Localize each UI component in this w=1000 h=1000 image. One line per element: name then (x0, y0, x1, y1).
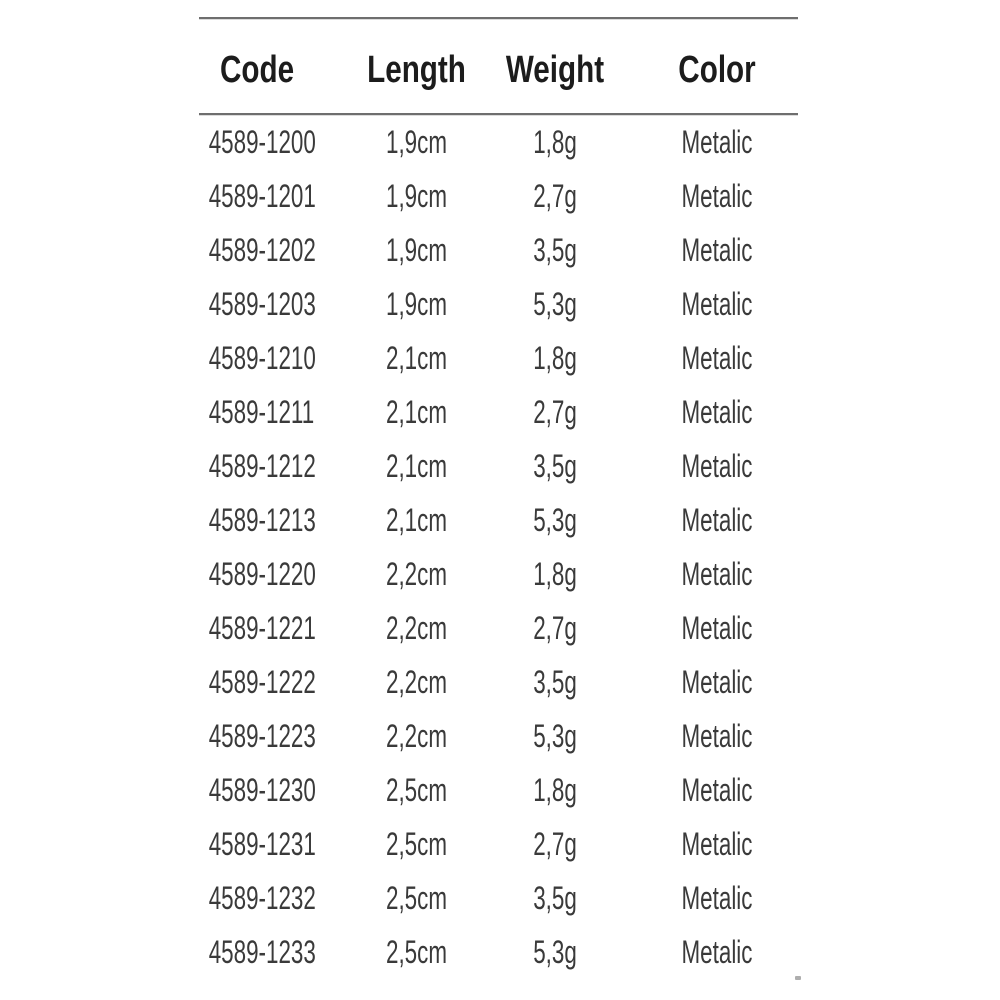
cell-color: Metalic (681, 771, 753, 808)
cell-code: 4589-1221 (208, 609, 316, 646)
cell-weight: 2,7g (533, 609, 577, 646)
column-header-length: Length (367, 48, 466, 91)
cell-weight: 1,8g (533, 339, 577, 376)
cell-length: 2,2cm (385, 555, 447, 592)
table-row (199, 655, 798, 709)
cell-weight: 5,3g (533, 501, 577, 538)
table-row (199, 169, 798, 223)
cell-weight: 3,5g (533, 663, 577, 700)
table-header-row (199, 19, 798, 113)
cell-color: Metalic (681, 879, 753, 916)
cell-length: 2,1cm (385, 447, 447, 484)
table-row (199, 709, 798, 763)
cell-length: 2,5cm (385, 879, 447, 916)
cell-color: Metalic (681, 447, 753, 484)
cell-weight: 3,5g (533, 231, 577, 268)
table-row (199, 601, 798, 655)
cell-code: 4589-1211 (208, 393, 315, 430)
cell-color: Metalic (681, 609, 753, 646)
cell-weight: 3,5g (533, 879, 577, 916)
table-row (199, 763, 798, 817)
cell-color: Metalic (681, 663, 753, 700)
cell-weight: 2,7g (533, 177, 577, 214)
table-row (199, 385, 798, 439)
cell-color: Metalic (681, 555, 753, 592)
cell-color: Metalic (681, 717, 753, 754)
cell-code: 4589-1233 (208, 933, 316, 970)
cell-weight: 5,3g (533, 285, 577, 322)
column-header-color: Color (678, 48, 756, 91)
cell-color: Metalic (681, 825, 753, 862)
cell-code: 4589-1203 (208, 285, 316, 322)
cell-length: 2,5cm (385, 825, 447, 862)
table-row (199, 925, 798, 979)
cell-color: Metalic (681, 393, 753, 430)
cell-length: 2,1cm (385, 393, 447, 430)
cell-length: 2,5cm (385, 933, 447, 970)
table-row (199, 547, 798, 601)
cell-length: 1,9cm (385, 285, 447, 322)
table-row (199, 871, 798, 925)
column-header-weight: Weight (505, 48, 605, 91)
cell-color: Metalic (681, 933, 753, 970)
table-row (199, 277, 798, 331)
cell-weight: 2,7g (533, 825, 577, 862)
table-row (199, 493, 798, 547)
cell-code: 4589-1201 (208, 177, 316, 214)
cell-code: 4589-1222 (208, 663, 316, 700)
cell-code: 4589-1232 (208, 879, 316, 916)
cell-color: Metalic (681, 177, 753, 214)
cell-weight: 1,8g (533, 771, 577, 808)
cell-code: 4589-1200 (208, 123, 316, 160)
cell-length: 1,9cm (385, 231, 447, 268)
cell-color: Metalic (681, 339, 753, 376)
cell-code: 4589-1223 (208, 717, 316, 754)
cell-code: 4589-1220 (208, 555, 316, 592)
cell-color: Metalic (681, 285, 753, 322)
table-row (199, 817, 798, 871)
cell-length: 1,9cm (385, 123, 447, 160)
table-row (199, 223, 798, 277)
cell-code: 4589-1213 (208, 501, 316, 538)
table-row (199, 115, 798, 169)
cell-code: 4589-1210 (208, 339, 316, 376)
table-body (199, 115, 798, 979)
cell-length: 2,2cm (385, 609, 447, 646)
cell-length: 2,2cm (385, 717, 447, 754)
cell-code: 4589-1231 (208, 825, 316, 862)
artifact-dot (795, 976, 801, 980)
cell-code: 4589-1202 (208, 231, 316, 268)
cell-color: Metalic (681, 231, 753, 268)
cell-code: 4589-1230 (208, 771, 316, 808)
cell-weight: 2,7g (533, 393, 577, 430)
cell-color: Metalic (681, 501, 753, 538)
cell-weight: 1,8g (533, 123, 577, 160)
cell-length: 2,2cm (385, 663, 447, 700)
table-row (199, 439, 798, 493)
cell-length: 2,5cm (385, 771, 447, 808)
cell-length: 2,1cm (385, 339, 447, 376)
spec-table (199, 17, 798, 979)
cell-code: 4589-1212 (208, 447, 316, 484)
table-row (199, 331, 798, 385)
cell-length: 1,9cm (385, 177, 447, 214)
cell-weight: 3,5g (533, 447, 577, 484)
cell-weight: 1,8g (533, 555, 577, 592)
cell-color: Metalic (681, 123, 753, 160)
cell-weight: 5,3g (533, 933, 577, 970)
column-header-code: Code (219, 48, 295, 91)
cell-length: 2,1cm (385, 501, 447, 538)
cell-weight: 5,3g (533, 717, 577, 754)
